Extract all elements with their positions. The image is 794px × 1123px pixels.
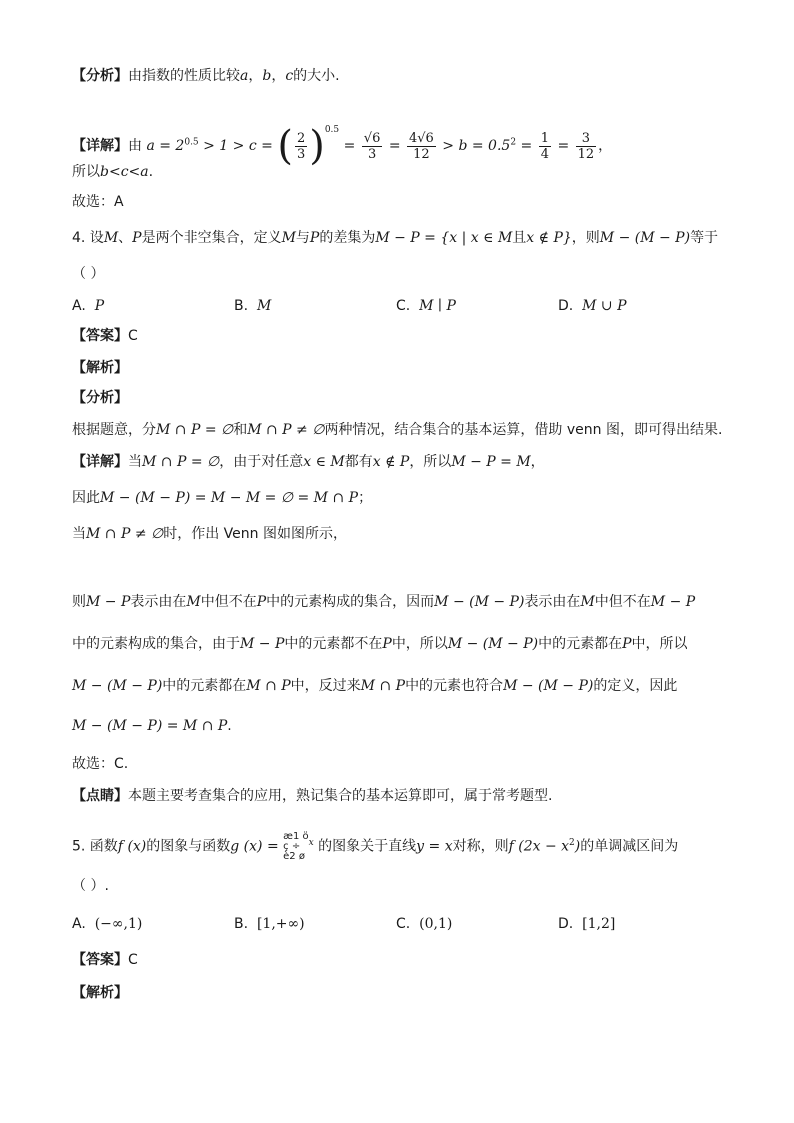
analysis-heading: 【分析】 bbox=[72, 390, 128, 406]
question-4: 4. 设M、P是两个非空集合，定义M与P的差集为M − P = {x | x ∈ M且x ∉ P}，则M − (M − P)等于 bbox=[72, 230, 719, 246]
answer-line-2: 【答案】C bbox=[72, 952, 138, 968]
option-c: C. (0,1) bbox=[396, 916, 453, 932]
fraction: $\frac{1}{4}$ bbox=[540, 130, 549, 162]
detail-text-2: 因此M − (M − P) = M − M = ∅ = M ∩ P； bbox=[72, 490, 373, 506]
fraction: $\frac{2}{3}$ bbox=[296, 130, 306, 162]
explanation-heading-2: 【解析】 bbox=[72, 985, 128, 1001]
conclusion-line: 所以b<c<a. bbox=[72, 164, 154, 180]
detail-text-3: 当M ∩ P ≠ ∅时，作出 Venn 图如图所示， bbox=[72, 526, 347, 542]
fraction: $\frac{4√6}{12}$ bbox=[409, 130, 434, 162]
option-a: A. P bbox=[72, 298, 105, 314]
detail-text-6: M − (M − P)中的元素都在M ∩ P中，反过来M ∩ P中的元素也符合M − (M − P)的定义，因此 bbox=[72, 678, 678, 694]
detail-text-4: 则M − P表示由在M中但不在P中的元素构成的集合，因而M − (M − P)表示由在M中但不在M − P bbox=[72, 594, 696, 610]
answer-choice-line-2: 故选：C. bbox=[72, 756, 129, 772]
options-row-1 bbox=[72, 296, 734, 316]
option-c: C. M ∣ P bbox=[396, 298, 456, 314]
options-row-2 bbox=[72, 914, 734, 934]
option-a: A. (−∞,1) bbox=[72, 916, 143, 932]
detail-line: 【详解】由 $a = 2^{0.5} > 1 > c$ = ( $\frac{2}{3}$ )$^{0.5}$ = $\frac{√6}{3}$ = $\frac{4√6}{12}$ > $b = 0.5^2$ = $\frac{1}{4}$ = $\frac{3}{12}$ ， bbox=[72, 123, 613, 169]
answer-line: 【答案】C bbox=[72, 328, 138, 344]
question-5: 5. 函数f (x)的图象与函数g (x) = æ1 ö ç ÷ è2 ø $^x$ 的图象关于直线y = x对称，则f $(2x - x^2)$的单调减区间为 bbox=[72, 830, 679, 862]
answer-choice-line: 故选：A bbox=[72, 194, 124, 210]
fraction: $\frac{√6}{3}$ bbox=[363, 130, 381, 162]
detail-text-5: 中的元素构成的集合，由于M − P中的元素都不在P中，所以M − (M − P)中的元素都在P中，所以 bbox=[72, 636, 688, 652]
analysis-line: 【分析】由指数的性质比较a，b，c的大小. bbox=[72, 68, 340, 84]
explanation-heading: 【解析】 bbox=[72, 360, 128, 376]
option-d: D. M ∪ P bbox=[558, 298, 627, 314]
option-d: D. [1,2] bbox=[558, 916, 616, 932]
option-b: B. M bbox=[234, 298, 272, 314]
comment-line: 【点睛】本题主要考查集合的应用，熟记集合的基本运算即可，属于常考题型. bbox=[72, 788, 553, 804]
fraction: $\frac{3}{12}$ bbox=[577, 130, 595, 162]
detail-text-7: M − (M − P) = M ∩ P. bbox=[72, 718, 232, 734]
question-blank: （ ） bbox=[72, 266, 105, 282]
detail-text-1: 【详解】当M ∩ P = ∅，由于对任意x ∈ M都有x ∉ P，所以M − P = M， bbox=[72, 454, 545, 470]
analysis-text: 根据题意，分M ∩ P = ∅和M ∩ P ≠ ∅两种情况，结合集合的基本运算，借助 venn 图，即可得出结果. bbox=[72, 422, 723, 438]
garbled-formula: æ1 ö ç ÷ è2 ø bbox=[283, 830, 309, 862]
question-blank-2: （ ）. bbox=[72, 878, 109, 894]
option-b: B. [1,+∞) bbox=[234, 916, 305, 932]
